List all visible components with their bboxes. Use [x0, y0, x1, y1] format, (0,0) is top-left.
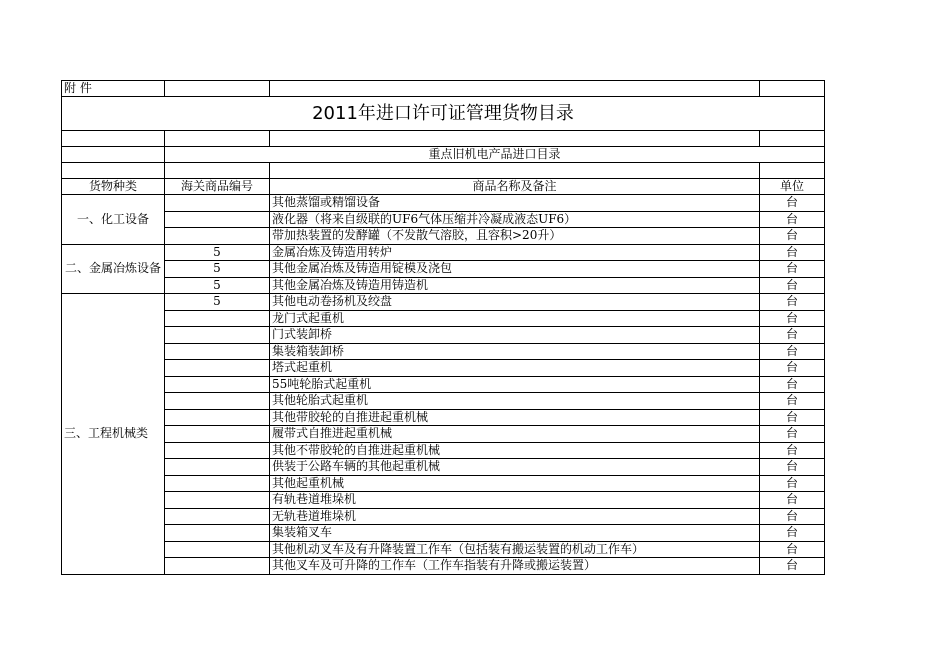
table-row — [62, 475, 825, 492]
table-row — [62, 195, 825, 212]
name-cell: 有轨巷道堆垛机 — [270, 492, 760, 509]
table-row — [62, 541, 825, 558]
blank-cell — [270, 163, 760, 179]
table-row — [62, 343, 825, 360]
name-cell: 履带式自推进起重机械 — [270, 426, 760, 443]
unit-cell: 台 — [760, 541, 825, 558]
unit-cell: 台 — [760, 294, 825, 311]
column-header-category: 货物种类 — [62, 179, 165, 195]
unit-cell: 台 — [760, 376, 825, 393]
name-cell: 其他机动叉车及有升降装置工作车（包括装有搬运装置的机动工作车） — [270, 541, 760, 558]
attachment-row — [62, 81, 825, 97]
unit-cell: 台 — [760, 261, 825, 278]
unit-cell: 台 — [760, 492, 825, 509]
name-cell: 其他金属冶炼及铸造用铸造机 — [270, 277, 760, 294]
code-cell — [165, 426, 270, 443]
spacer-row — [62, 131, 825, 147]
blank-cell — [165, 81, 270, 97]
unit-cell: 台 — [760, 459, 825, 476]
unit-cell: 台 — [760, 525, 825, 542]
code-cell: 5 — [165, 277, 270, 294]
goods-catalog-table — [61, 80, 825, 575]
blank-cell — [165, 163, 270, 179]
name-cell: 55吨轮胎式起重机 — [270, 376, 760, 393]
table-row — [62, 294, 825, 311]
blank-cell — [62, 131, 165, 147]
table-row — [62, 393, 825, 410]
table-row — [62, 228, 825, 245]
name-cell: 塔式起重机 — [270, 360, 760, 377]
section-subtitle: 重点旧机电产品进口目录 — [165, 147, 825, 163]
blank-cell — [165, 131, 270, 147]
name-cell: 其他蒸馏或精馏设备 — [270, 195, 760, 212]
name-cell: 其他不带胶轮的自推进起重机械 — [270, 442, 760, 459]
code-cell — [165, 393, 270, 410]
code-cell — [165, 492, 270, 509]
table-row — [62, 508, 825, 525]
code-cell: 5 — [165, 244, 270, 261]
unit-cell: 台 — [760, 327, 825, 344]
code-cell — [165, 508, 270, 525]
table-row — [62, 558, 825, 575]
blank-cell — [760, 131, 825, 147]
column-header-unit: 单位 — [760, 179, 825, 195]
category-cell: 一、化工设备 — [62, 195, 165, 245]
unit-cell: 台 — [760, 409, 825, 426]
title-row — [62, 97, 825, 131]
blank-cell — [62, 163, 165, 179]
name-cell: 其他电动卷扬机及绞盘 — [270, 294, 760, 311]
code-cell — [165, 376, 270, 393]
unit-cell: 台 — [760, 475, 825, 492]
unit-cell: 台 — [760, 558, 825, 575]
name-cell: 其他轮胎式起重机 — [270, 393, 760, 410]
code-cell — [165, 327, 270, 344]
name-cell: 无轨巷道堆垛机 — [270, 508, 760, 525]
table-row — [62, 211, 825, 228]
unit-cell: 台 — [760, 310, 825, 327]
name-cell: 集装箱装卸桥 — [270, 343, 760, 360]
unit-cell: 台 — [760, 211, 825, 228]
table-row — [62, 492, 825, 509]
code-cell — [165, 228, 270, 245]
table-row — [62, 277, 825, 294]
table-row — [62, 459, 825, 476]
table-row — [62, 360, 825, 377]
table-row — [62, 327, 825, 344]
blank-cell — [62, 147, 165, 163]
code-cell — [165, 211, 270, 228]
attachment-label: 附 件 — [62, 81, 165, 97]
name-cell: 其他起重机械 — [270, 475, 760, 492]
table-row — [62, 310, 825, 327]
unit-cell: 台 — [760, 442, 825, 459]
unit-cell: 台 — [760, 508, 825, 525]
unit-cell: 台 — [760, 343, 825, 360]
name-cell: 金属冶炼及铸造用转炉 — [270, 244, 760, 261]
blank-cell — [270, 131, 760, 147]
unit-cell: 台 — [760, 195, 825, 212]
code-cell: 5 — [165, 294, 270, 311]
page-title: 2011年进口许可证管理货物目录 — [62, 97, 825, 131]
code-cell — [165, 195, 270, 212]
spacer-row — [62, 163, 825, 179]
code-cell — [165, 459, 270, 476]
code-cell — [165, 442, 270, 459]
code-cell — [165, 541, 270, 558]
name-cell: 供装于公路车辆的其他起重机械 — [270, 459, 760, 476]
name-cell: 其他叉车及可升降的工作车（工作车指装有升降或搬运装置） — [270, 558, 760, 575]
unit-cell: 台 — [760, 393, 825, 410]
code-cell — [165, 475, 270, 492]
name-cell: 带加热装置的发酵罐（不发散气溶胶，且容积>20升） — [270, 228, 760, 245]
table-row — [62, 525, 825, 542]
unit-cell: 台 — [760, 426, 825, 443]
code-cell — [165, 310, 270, 327]
subtitle-row — [62, 147, 825, 163]
column-header-name: 商品名称及备注 — [270, 179, 760, 195]
blank-cell — [760, 163, 825, 179]
unit-cell: 台 — [760, 277, 825, 294]
code-cell — [165, 360, 270, 377]
table-row — [62, 376, 825, 393]
table-body — [62, 81, 825, 575]
category-cell: 三、工程机械类 — [62, 294, 165, 575]
name-cell: 其他带胶轮的自推进起重机械 — [270, 409, 760, 426]
unit-cell: 台 — [760, 360, 825, 377]
code-cell — [165, 409, 270, 426]
name-cell: 集装箱叉车 — [270, 525, 760, 542]
table-row — [62, 409, 825, 426]
table-row — [62, 442, 825, 459]
name-cell: 其他金属冶炼及铸造用锭模及浇包 — [270, 261, 760, 278]
blank-cell — [760, 81, 825, 97]
table-row — [62, 261, 825, 278]
code-cell: 5 — [165, 261, 270, 278]
table-row — [62, 244, 825, 261]
code-cell — [165, 558, 270, 575]
code-cell — [165, 343, 270, 360]
blank-cell — [270, 81, 760, 97]
name-cell: 门式装卸桥 — [270, 327, 760, 344]
category-cell: 二、金属冶炼设备 — [62, 244, 165, 294]
table-row — [62, 426, 825, 443]
unit-cell: 台 — [760, 244, 825, 261]
column-header-code: 海关商品编号 — [165, 179, 270, 195]
header-row — [62, 179, 825, 195]
name-cell: 液化器（将来自级联的UF6气体压缩并冷凝成液态UF6） — [270, 211, 760, 228]
unit-cell: 台 — [760, 228, 825, 245]
code-cell — [165, 525, 270, 542]
name-cell: 龙门式起重机 — [270, 310, 760, 327]
